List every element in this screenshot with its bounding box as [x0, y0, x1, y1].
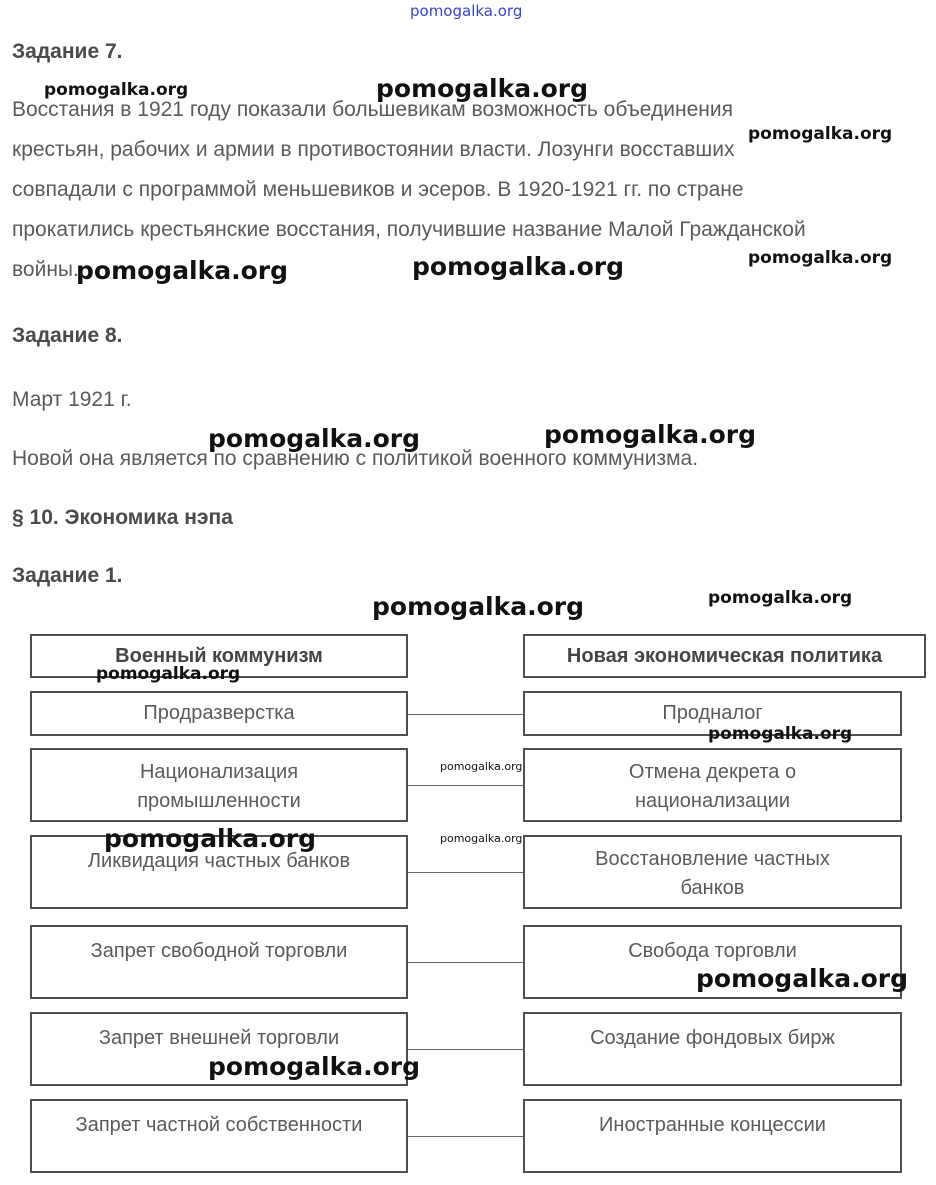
connector-line [408, 714, 523, 715]
watermark: pomogalka.org [104, 824, 317, 853]
task8-title: Задание 8. [12, 324, 123, 347]
watermark: pomogalka.org [708, 588, 853, 608]
watermark: pomogalka.org [208, 1052, 421, 1081]
watermark: pomogalka.org [76, 256, 289, 285]
left-column-header: Военный коммунизм [30, 634, 408, 678]
watermark: pomogalka.org [708, 724, 853, 744]
left-item: Ликвидация частных банков [30, 835, 408, 909]
watermark: pomogalka.org [748, 124, 893, 144]
right-item: Свобода торговли [523, 925, 902, 999]
task7-line: совпадали с программой меньшевиков и эсеров. В 1920-1921 гг. по стране [12, 178, 744, 201]
right-item: Создание фондовых бирж [523, 1012, 902, 1086]
right-item: Восстановление частных банков [523, 835, 902, 909]
task7-title: Задание 7. [12, 40, 123, 63]
watermark: pomogalka.org [544, 420, 757, 449]
connector-line [408, 1136, 523, 1137]
connector-line [408, 785, 523, 786]
watermark: pomogalka.org [96, 664, 241, 684]
connector-line [408, 1049, 523, 1050]
right-item: Отмена декрета о национализации [523, 748, 902, 822]
connector-line [408, 872, 523, 873]
watermark: pomogalka.org [440, 832, 523, 845]
task8-line-1: Март 1921 г. [12, 388, 132, 411]
watermark: pomogalka.org [410, 2, 523, 20]
watermark: pomogalka.org [412, 252, 625, 281]
right-column-header: Новая экономическая политика [523, 634, 926, 678]
watermark: pomogalka.org [372, 592, 585, 621]
watermark: pomogalka.org [440, 760, 523, 773]
task7-line: войны. [12, 258, 79, 281]
watermark: pomogalka.org [376, 74, 589, 103]
task7-line: крестьян, рабочих и армии в противостоянии власти. Лозунги восставших [12, 138, 735, 161]
left-item: Запрет внешней торговли [30, 1012, 408, 1086]
watermark: pomogalka.org [208, 424, 421, 453]
left-item: Национализация промышленности [30, 748, 408, 822]
task8-line-2: Новой она является по сравнению с политикой военного коммунизма. [12, 447, 699, 470]
watermark: pomogalka.org [696, 964, 909, 993]
task1-title: Задание 1. [12, 564, 123, 587]
left-item: Запрет частной собственности [30, 1099, 408, 1173]
left-item: Запрет свободной торговли [30, 925, 408, 999]
right-item: Иностранные концессии [523, 1099, 902, 1173]
right-item: Продналог [523, 691, 902, 736]
connector-line [408, 962, 523, 963]
task7-line: Восстания в 1921 году показали большевикам возможность объединения [12, 98, 733, 121]
left-item: Продразверстка [30, 691, 408, 736]
watermark: pomogalka.org [748, 248, 893, 268]
task7-line: прокатились крестьянские восстания, получившие название Малой Гражданской [12, 218, 806, 241]
watermark: pomogalka.org [44, 80, 189, 100]
section-title: § 10. Экономика нэпа [12, 506, 233, 529]
